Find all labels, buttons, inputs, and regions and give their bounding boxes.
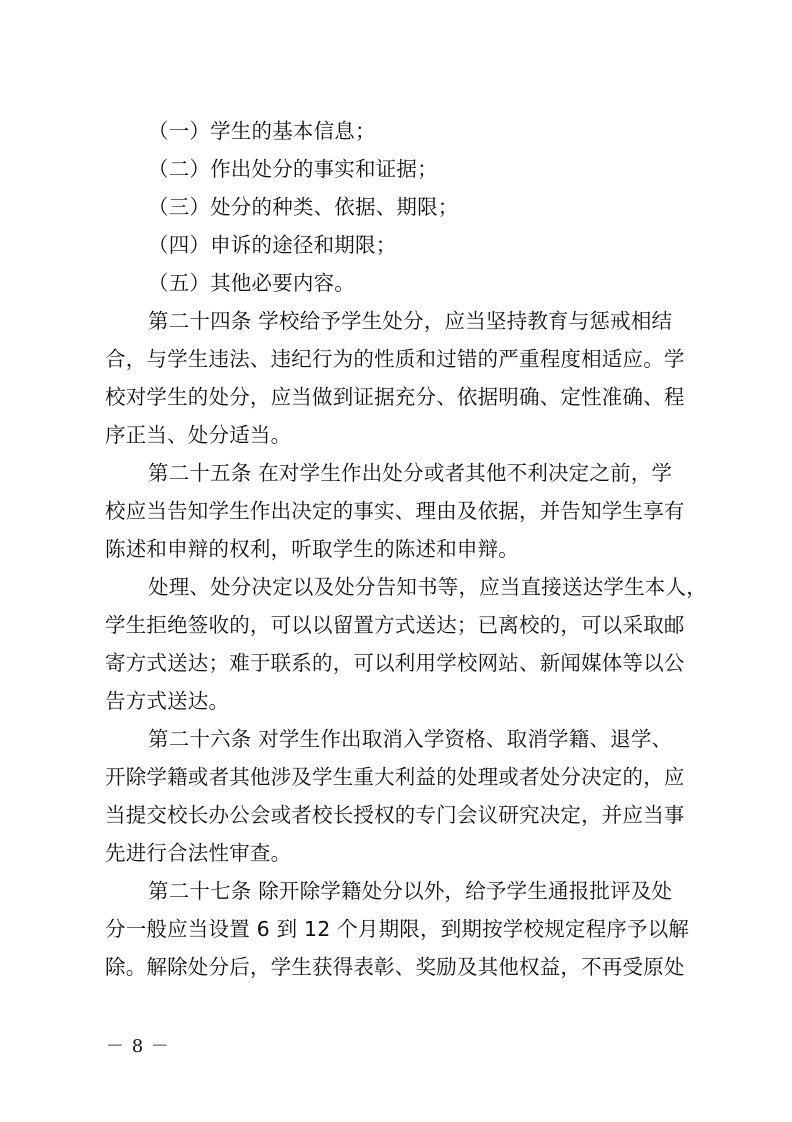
text-line: 先进行合法性审查。	[105, 841, 292, 865]
article-25-line: 第二十五条 在对学生作出处分或者其他不利决定之前，学	[148, 461, 673, 485]
document-body	[105, 112, 707, 986]
text-line: 陈述和申辩的权利，听取学生的陈述和申辩。	[105, 537, 519, 561]
text-line: 分一般应当设置 6 到 12 个月期限，到期按学校规定程序予以解	[105, 917, 690, 941]
article-27-line: 第二十七条 除开除学籍处分以外，给予学生通报批评及处	[148, 879, 673, 903]
text-line: 校应当告知学生作出决定的事实、理由及依据，并告知学生享有	[105, 499, 685, 523]
text-line: 学生拒绝签收的，可以以留置方式送达；已离校的，可以采取邮	[105, 613, 685, 637]
text-line: （五）其他必要内容。	[148, 271, 355, 295]
article-26-line: 第二十六条 对学生作出取消入学资格、取消学籍、退学、	[148, 727, 673, 751]
text-line: 告方式送达。	[105, 689, 230, 713]
text-line: 开除学籍或者其他涉及学生重大利益的处理或者处分决定的，应	[105, 765, 685, 789]
text-line: 合，与学生违法、违纪行为的性质和过错的严重程度相适应。学	[105, 347, 685, 371]
text-line: （三）处分的种类、依据、期限；	[148, 195, 459, 219]
text-line: （四）申诉的途径和期限；	[148, 233, 397, 257]
text-line: （二）作出处分的事实和证据；	[148, 157, 438, 181]
text-line: 寄方式送达；难于联系的，可以利用学校网站、新闻媒体等以公	[105, 651, 685, 675]
article-24-line: 第二十四条 学校给予学生处分，应当坚持教育与惩戒相结	[148, 309, 673, 333]
text-line: （一）学生的基本信息；	[148, 119, 376, 143]
text-line: 校对学生的处分，应当做到证据充分、依据明确、定性准确、程	[105, 385, 685, 409]
page-number: － 8 －	[106, 1036, 170, 1057]
text-line: 序正当、处分适当。	[105, 423, 292, 447]
text-line: 当提交校长办公会或者校长授权的专门会议研究决定，并应当事	[105, 803, 685, 827]
text-line: 除。解除处分后，学生获得表彰、奖励及其他权益，不再受原处	[105, 955, 685, 979]
text-line: 处理、处分决定以及处分告知书等，应当直接送达学生本人，	[148, 575, 707, 599]
